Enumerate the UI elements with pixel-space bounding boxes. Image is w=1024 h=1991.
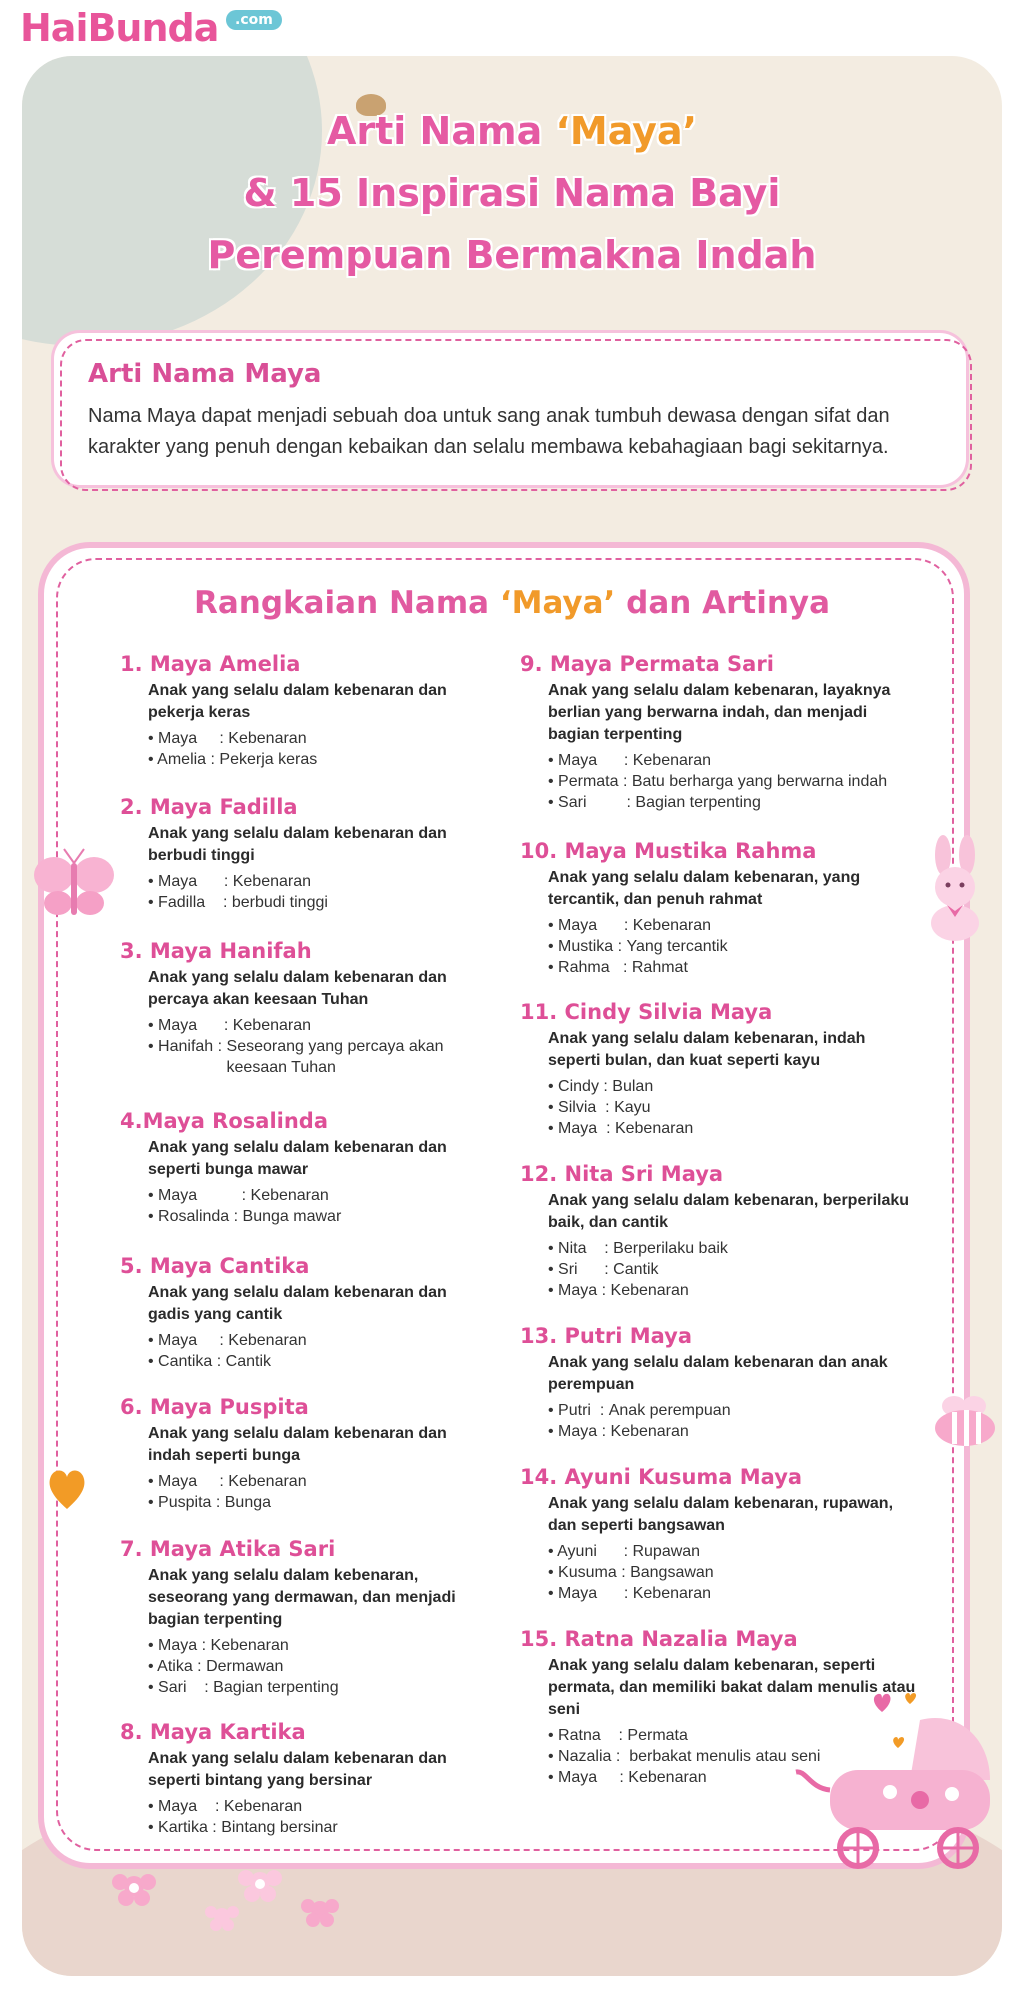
entry-description: Anak yang selalu dalam kebenaran, yang tercantik, dan penuh rahmat [548, 869, 861, 908]
part-key: • Atika : [148, 1658, 207, 1675]
name-entry [120, 1254, 480, 1372]
part-row [548, 1541, 920, 1562]
intro-card [54, 333, 966, 485]
part-row [548, 1118, 920, 1139]
part-row [148, 1796, 480, 1817]
part-key: • Kusuma : [548, 1564, 631, 1581]
part-key: • Maya : [548, 1769, 629, 1786]
part-row [148, 1635, 480, 1656]
entry-parts [148, 1796, 480, 1838]
part-row [148, 749, 480, 770]
entry-name: 14. Ayuni Kusuma Maya [520, 1465, 803, 1489]
part-value: Bagian terpenting [635, 794, 761, 811]
part-key: • Maya : [548, 917, 633, 934]
name-entry [520, 1324, 920, 1442]
part-value: Anak perempuan [608, 1402, 731, 1419]
part-row [148, 1817, 480, 1838]
part-row [548, 1421, 920, 1442]
part-key: • Sari : [548, 794, 636, 811]
part-key: • Maya : [148, 1187, 251, 1204]
part-row [548, 750, 920, 771]
part-value: Seseorang yang percaya akan keesaan Tuhan [226, 1038, 444, 1076]
entry-parts [548, 750, 920, 813]
part-value: Bagian terpenting [213, 1679, 339, 1696]
name-entry [520, 1000, 920, 1139]
part-value: Kebenaran [632, 1585, 712, 1602]
entry-name: 1. Maya Amelia [120, 652, 301, 676]
part-key: • Hanifah : [148, 1038, 227, 1055]
part-value: Rahmat [631, 959, 688, 976]
part-row [148, 1471, 480, 1492]
part-key: • Maya : [148, 873, 233, 890]
flowers-icon [110, 1860, 360, 1940]
bee-icon [930, 1390, 1000, 1450]
part-key: • Maya : [148, 1473, 229, 1490]
part-row [548, 936, 920, 957]
entry-description: Anak yang selalu dalam kebenaran dan gadis yang cantik [148, 1284, 447, 1323]
bunny-icon [915, 835, 995, 945]
part-row [548, 1097, 920, 1118]
title-line-2: & 15 Inspirasi Nama Bayi [243, 171, 781, 215]
name-entry [120, 652, 480, 770]
name-entry [120, 1395, 480, 1513]
name-entry [520, 1162, 920, 1301]
entry-description: Anak yang selalu dalam kebenaran, rupawan, dan seperti bangsawan [548, 1495, 894, 1534]
part-key: • Maya : [548, 1282, 611, 1299]
part-key: • Silvia : [548, 1099, 615, 1116]
part-key: • Fadilla : [148, 894, 232, 911]
entry-description: Anak yang selalu dalam kebenaran dan seperti bintang yang bersinar [148, 1750, 447, 1789]
name-entry [520, 839, 920, 978]
entry-name: 5. Maya Cantika [120, 1254, 310, 1278]
name-entry [520, 652, 920, 813]
entry-parts [548, 1238, 920, 1301]
part-value: Kebenaran [614, 1120, 694, 1137]
part-row [148, 1330, 480, 1351]
intro-body: Nama Maya dapat menjadi sebuah doa untuk sang anak tumbuh dewasa dengan sifat dan karakter yang penuh dengan kebaikan dan selalu membawa kebahagiaan bagi sekitarnya. [88, 405, 890, 458]
part-row [148, 1206, 480, 1227]
part-value: Kebenaran [232, 1017, 312, 1034]
entry-name: 4.Maya Rosalinda [120, 1109, 329, 1133]
part-value: Kebenaran [610, 1282, 689, 1299]
part-key: • Kartika : [148, 1819, 222, 1836]
entry-parts [148, 1185, 480, 1227]
part-value: berbudi tinggi [231, 894, 328, 911]
entry-name: 3. Maya Hanifah [120, 939, 312, 963]
part-key: • Maya : [148, 730, 229, 747]
part-key: • Sri : [548, 1261, 614, 1278]
part-value: Berperilaku baik [613, 1240, 728, 1257]
part-value: Bintang bersinar [221, 1819, 338, 1836]
list-heading-accent: ‘Maya’ [499, 585, 616, 621]
entry-name: 8. Maya Kartika [120, 1720, 306, 1744]
part-key: • Cindy : [548, 1078, 613, 1095]
part-key: • Permata : [548, 773, 632, 790]
part-key: • Maya : [148, 1637, 211, 1654]
entry-name: 9. Maya Permata Sari [520, 652, 774, 676]
entry-parts [548, 1400, 920, 1442]
entry-parts [148, 871, 480, 913]
part-value: Bunga mawar [242, 1208, 342, 1225]
entry-parts [148, 728, 480, 770]
entry-parts [148, 1015, 480, 1078]
part-row [548, 1280, 920, 1301]
name-entry [120, 1720, 480, 1838]
part-row [548, 792, 920, 813]
part-key: • Rahma : [548, 959, 632, 976]
part-row [548, 957, 920, 978]
entry-description: Anak yang selalu dalam kebenaran dan pekerja keras [148, 682, 447, 721]
part-value: Kebenaran [632, 917, 712, 934]
entry-name: 2. Maya Fadilla [120, 795, 298, 819]
part-row [148, 1492, 480, 1513]
part-value: Kebenaran [228, 730, 307, 747]
part-row [548, 1400, 920, 1421]
part-value: Kebenaran [210, 1637, 289, 1654]
part-key: • Mustika : [548, 938, 627, 955]
part-key: • Amelia : [148, 751, 220, 768]
part-row [148, 1036, 480, 1078]
title-line-1-text: Arti Nama [326, 109, 556, 153]
part-row [148, 728, 480, 749]
list-heading-post: dan Artinya [615, 585, 831, 621]
part-row [548, 1583, 920, 1604]
part-value: Kebenaran [632, 752, 712, 769]
brand-suffix: .com [226, 10, 282, 30]
part-row [148, 871, 480, 892]
part-key: • Maya : [148, 1332, 229, 1349]
part-value: Kebenaran [610, 1423, 689, 1440]
part-value: Bangsawan [630, 1564, 714, 1581]
part-row [548, 1562, 920, 1583]
part-row [148, 1656, 480, 1677]
title-line-3: Perempuan Bermakna Indah [207, 233, 817, 277]
part-value: Kebenaran [250, 1187, 329, 1204]
entry-parts [548, 915, 920, 978]
part-value: Bulan [612, 1078, 654, 1095]
part-row [148, 892, 480, 913]
entry-name: 13. Putri Maya [520, 1324, 693, 1348]
part-value: Permata [627, 1727, 688, 1744]
part-value: Batu berharga yang berwarna indah [631, 773, 888, 790]
part-key: • Maya : [548, 1423, 611, 1440]
entry-description: Anak yang selalu dalam kebenaran dan indah seperti bunga [148, 1425, 447, 1464]
entry-description: Anak yang selalu dalam kebenaran dan berbudi tinggi [148, 825, 447, 864]
part-key: • Putri : [548, 1402, 609, 1419]
part-value: Dermawan [206, 1658, 284, 1675]
part-key: • Rosalinda : [148, 1208, 243, 1225]
entry-description: Anak yang selalu dalam kebenaran, seperti permata, dan memiliki bakat dalam menulis atau seni [548, 1657, 916, 1718]
part-value: Kebenaran [232, 873, 312, 890]
entry-parts [548, 1076, 920, 1139]
entry-name: 10. Maya Mustika Rahma [520, 839, 817, 863]
part-value: Pekerja keras [219, 751, 318, 768]
entry-name: 6. Maya Puspita [120, 1395, 309, 1419]
part-value: Kebenaran [228, 1473, 307, 1490]
part-value: Yang tercantik [626, 938, 728, 955]
part-value: Cantik [225, 1353, 271, 1370]
title-accent: ‘Maya’ [555, 109, 698, 153]
heart-icon [47, 1465, 87, 1511]
intro-heading: Arti Nama Maya [88, 359, 322, 389]
entry-parts [548, 1541, 920, 1604]
part-value: Kebenaran [223, 1798, 303, 1815]
entry-description: Anak yang selalu dalam kebenaran dan anak perempuan [548, 1354, 888, 1393]
part-key: • Maya : [548, 1120, 615, 1137]
entry-name: 11. Cindy Silvia Maya [520, 1000, 773, 1024]
part-row [148, 1677, 480, 1698]
part-key: • Maya : [148, 1017, 233, 1034]
part-row [548, 1076, 920, 1097]
part-row [148, 1351, 480, 1372]
part-key: • Sari : [148, 1679, 214, 1696]
entry-description: Anak yang selalu dalam kebenaran, layaknya berlian yang berwarna indah, dan menjadi bagian terpenting [548, 682, 891, 743]
name-entry [120, 939, 480, 1078]
part-value: Kayu [614, 1099, 651, 1116]
entry-parts [148, 1330, 480, 1372]
entry-name: 15. Ratna Nazalia Maya [520, 1627, 798, 1651]
part-row [148, 1185, 480, 1206]
part-value: Kebenaran [228, 1332, 307, 1349]
part-key: • Cantika : [148, 1353, 226, 1370]
list-heading [0, 585, 1024, 621]
name-entry [120, 1109, 480, 1227]
entry-description: Anak yang selalu dalam kebenaran dan seperti bunga mawar [148, 1139, 447, 1178]
entry-name: 7. Maya Atika Sari [120, 1537, 336, 1561]
part-key: • Puspita : [148, 1494, 225, 1511]
part-key: • Nita : [548, 1240, 614, 1257]
entry-parts [148, 1635, 480, 1698]
entry-name: 12. Nita Sri Maya [520, 1162, 724, 1186]
part-key: • Ayuni : [548, 1543, 633, 1560]
part-row [548, 1259, 920, 1280]
entry-parts [148, 1471, 480, 1513]
part-key: • Maya : [548, 1585, 633, 1602]
part-row [148, 1015, 480, 1036]
part-row [548, 1238, 920, 1259]
butterfly-icon [32, 845, 116, 929]
name-entry [520, 1465, 920, 1604]
entry-description: Anak yang selalu dalam kebenaran dan percaya akan keesaan Tuhan [148, 969, 447, 1008]
part-key: • Ratna : [548, 1727, 628, 1744]
part-value: Bunga [224, 1494, 272, 1511]
part-value: Cantik [613, 1261, 659, 1278]
name-entry [120, 1537, 480, 1698]
name-entry [120, 795, 480, 913]
brand-logo[interactable]: HaiBunda [20, 6, 219, 50]
part-key: • Nazalia : [548, 1748, 630, 1765]
stroller-icon [790, 1700, 1000, 1870]
part-row [548, 771, 920, 792]
part-value: berbakat menulis atau seni [629, 1748, 821, 1765]
page-title [0, 100, 1024, 286]
entry-description: Anak yang selalu dalam kebenaran, seseorang yang dermawan, dan menjadi bagian terpenting [148, 1567, 456, 1628]
part-key: • Maya : [148, 1798, 224, 1815]
part-value: Rupawan [632, 1543, 701, 1560]
part-row [548, 915, 920, 936]
part-key: • Maya : [548, 752, 633, 769]
part-value: Kebenaran [628, 1769, 707, 1786]
entry-description: Anak yang selalu dalam kebenaran, indah seperti bulan, dan kuat seperti kayu [548, 1030, 866, 1069]
title-line-1 [0, 100, 1024, 162]
entry-description: Anak yang selalu dalam kebenaran, berperilaku baik, dan cantik [548, 1192, 910, 1231]
list-heading-pre: Rangkaian Nama [193, 585, 500, 621]
